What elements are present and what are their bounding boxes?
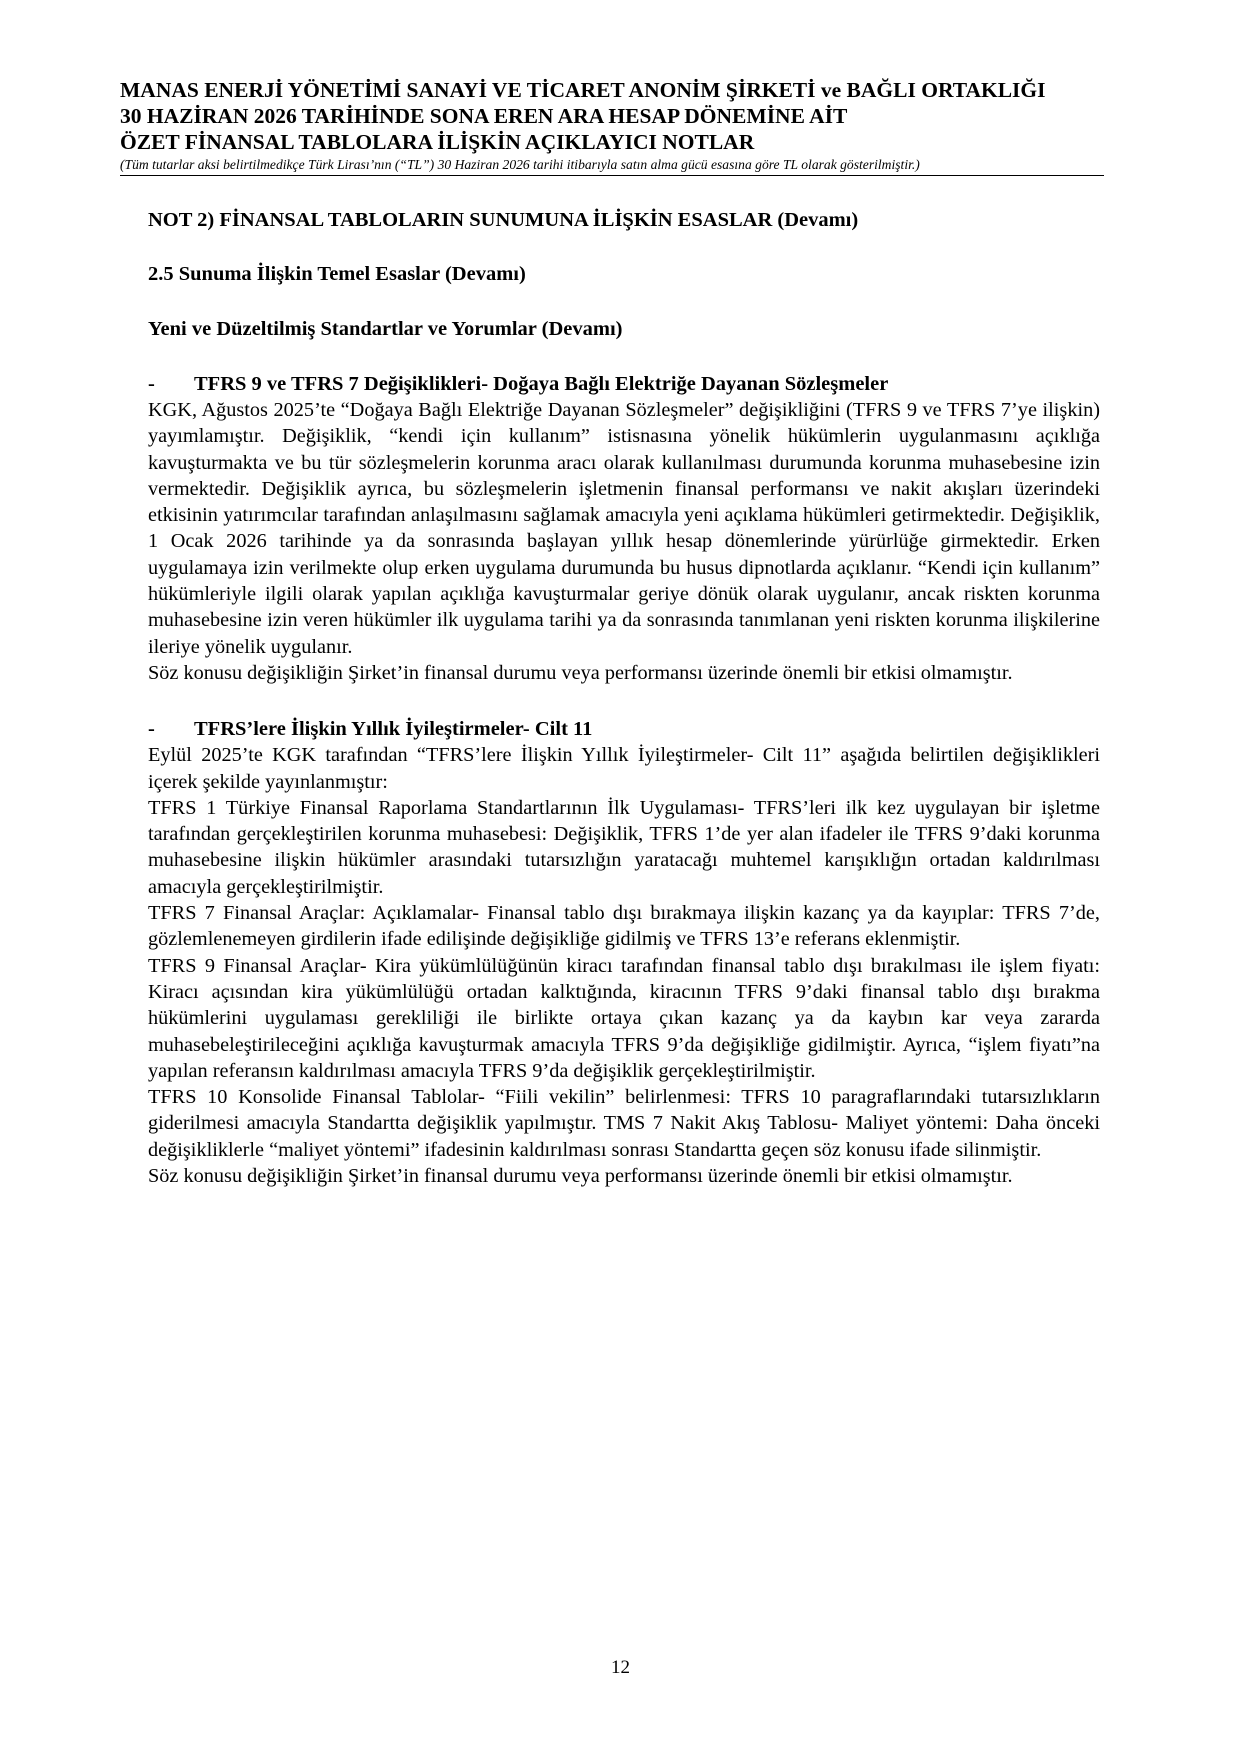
- paragraph-amendment-description: KGK, Ağustos 2025’te “Doğaya Bağlı Elektriğe Dayanan Sözleşmeler” değişikliğini (TFRS 9 ve TFRS 7’ye ilişkin) yayımlamıştır. Değişiklik, “kendi için kullanım” istisnasına yönelik hükümlerin uygulanmasını açıklığa kavuşturmakta ve bu tür sözleşmelerin korunma aracı olarak kullanılması durumunda korunma muhasebesine izin vermektedir. Değişiklik ayrıca, bu sözleşmelerin işletmenin finansal performansı ve nakit akışları üzerindeki etkisinin yatırımcılar tarafından anlaşılmasını sağlamak amacıyla yeni açıklama hükümleri getirmektedir. Değişiklik, 1 Ocak 2026 tarihinde ya da sonrasında başlayan yıllık hesap dönemlerinde yürürlüğe girmektedir. Erken uygulamaya izin verilmekte olup erken uygulama durumunda bu husus dipnotlarda açıklanır. “Kendi için kullanım” hükümleriyle ilgili olarak yapılan açıklığa kavuşturmalar geriye dönük olarak uygulanır, ancak riskten korunma muhasebesine izin veren hükümler ilk uygulama tarihi ya da sonrasında tanımlanan yeni riskten korunma ilişkilerine ileriye yönelik uygulanır.: [148, 399, 1100, 658]
- header-currency-note: (Tüm tutarlar aksi belirtilmedikçe Türk Lirası’nın (“TL”) 30 Haziran 2026 tarihi itibarıyla satın alma gücü esasına göre TL olarak gösterilmiştir.): [120, 157, 920, 172]
- item-heading-text: TFRS 9 ve TFRS 7 Değişiklikleri- Doğaya Bağlı Elektriğe Dayanan Sözleşmeler: [194, 373, 889, 395]
- paragraph-tfrs10: TFRS 10 Konsolide Finansal Tablolar- “Fiili vekilin” belirlenmesi: TFRS 10 paragraflarındaki tutarsızlıkların giderilmesi amacıyla Standartta değişiklik yapılmıştır. TMS 7 Nakit Akış Tablosu- Maliyet yöntemi: Daha önceki değişikliklerle “maliyet yöntemi” ifadesinin kaldırılması sonrası Standartta geçen söz konusu ifade silinmiştir.: [148, 1086, 1100, 1161]
- paragraph-tfrs7: TFRS 7 Finansal Araçlar: Açıklamalar- Finansal tablo dışı bırakmaya ilişkin kazanç ya da kayıplar: TFRS 7’de, gözlemlenemeyen girdilerin ifade edilişinde değişikliğe gidilmiş ve TFRS 13’e referans eklenmiştir.: [148, 902, 1100, 951]
- paragraph-tfrs1: TFRS 1 Türkiye Finansal Raporlama Standartlarının İlk Uygulaması- TFRS’leri ilk kez uygulayan bir işletme tarafından gerçekleştirilen korunma muhasebesi: Değişiklik, TFRS 1’de yer alan ifadeler ile TFRS 9’daki korunma muhasebesine ilişkin hükümler arasındaki tutarsızlığın yaratacağı muhtemel karışıklığın ortadan kaldırılması amacıyla gerçekleştirilmiştir.: [148, 796, 1100, 898]
- paragraph-tfrs9: TFRS 9 Finansal Araçlar- Kira yükümlülüğünün kiracı tarafından finansal tablo dışı bırakılması ile işlem fiyatı: Kiracı açısından kira yükümlülüğü ortadan kalktığında, kiracının TFRS 9’daki finansal tablo dışı bırakma hükümlerini uygulaması gerekliliği ile birlikte ortaya çıkan kazanç ya da kaybın kar veya zararda muhasebeleştirileceğini açıklığa kavuşturmak amacıyla TFRS 9’da değişikliğe gidilmiştir. Ayrıca, “işlem fiyatı”na yapılan referansın kaldırılması amacıyla TFRS 9’da değişiklik gerçekleştirilmiştir.: [148, 954, 1100, 1082]
- page-header: [120, 77, 1104, 174]
- header-report-title: ÖZET FİNANSAL TABLOLARA İLİŞKİN AÇIKLAYICI NOTLAR: [120, 130, 755, 154]
- subsection-heading: Yeni ve Düzeltilmiş Standartlar ve Yorumlar (Devamı): [148, 318, 623, 340]
- paragraph-impact-statement: Söz konusu değişikliğin Şirket’in finansal durumu veya performansı üzerinde önemli bir etkisi olmamıştır.: [148, 661, 1013, 684]
- item-heading-text: TFRS’lere İlişkin Yıllık İyileştirmeler- Cilt 11: [194, 718, 593, 741]
- item-heading-tfrs9-tfrs7: [148, 371, 1100, 397]
- paragraph-improvements-intro: Eylül 2025’te KGK tarafından “TFRS’lere İlişkin Yıllık İyileştirmeler- Cilt 11” aşağıda belirtilen değişiklikleri içerek şekilde yayınlanmıştır:: [148, 744, 1100, 793]
- page-number: 12: [611, 1657, 630, 1678]
- page-content: [148, 207, 1100, 1189]
- note-title: NOT 2) FİNANSAL TABLOLARIN SUNUMUNA İLİŞKİN ESASLAR (Devamı): [148, 209, 859, 231]
- section-heading: 2.5 Sunuma İlişkin Temel Esaslar (Devamı): [148, 263, 526, 285]
- header-company-name: MANAS ENERJİ YÖNETİMİ SANAYİ VE TİCARET ANONİM ŞİRKETİ ve BAĞLI ORTAKLIĞI: [120, 78, 1046, 102]
- list-dash: -: [148, 373, 155, 395]
- item-heading-annual-improvements: [148, 716, 1100, 742]
- header-divider: [120, 175, 1104, 176]
- header-period: 30 HAZİRAN 2026 TARİHİNDE SONA EREN ARA HESAP DÖNEMİNE AİT: [120, 104, 848, 128]
- list-dash: -: [148, 718, 155, 741]
- paragraph-impact-statement: Söz konusu değişikliğin Şirket’in finansal durumu veya performansı üzerinde önemli bir etkisi olmamıştır.: [148, 1165, 1013, 1188]
